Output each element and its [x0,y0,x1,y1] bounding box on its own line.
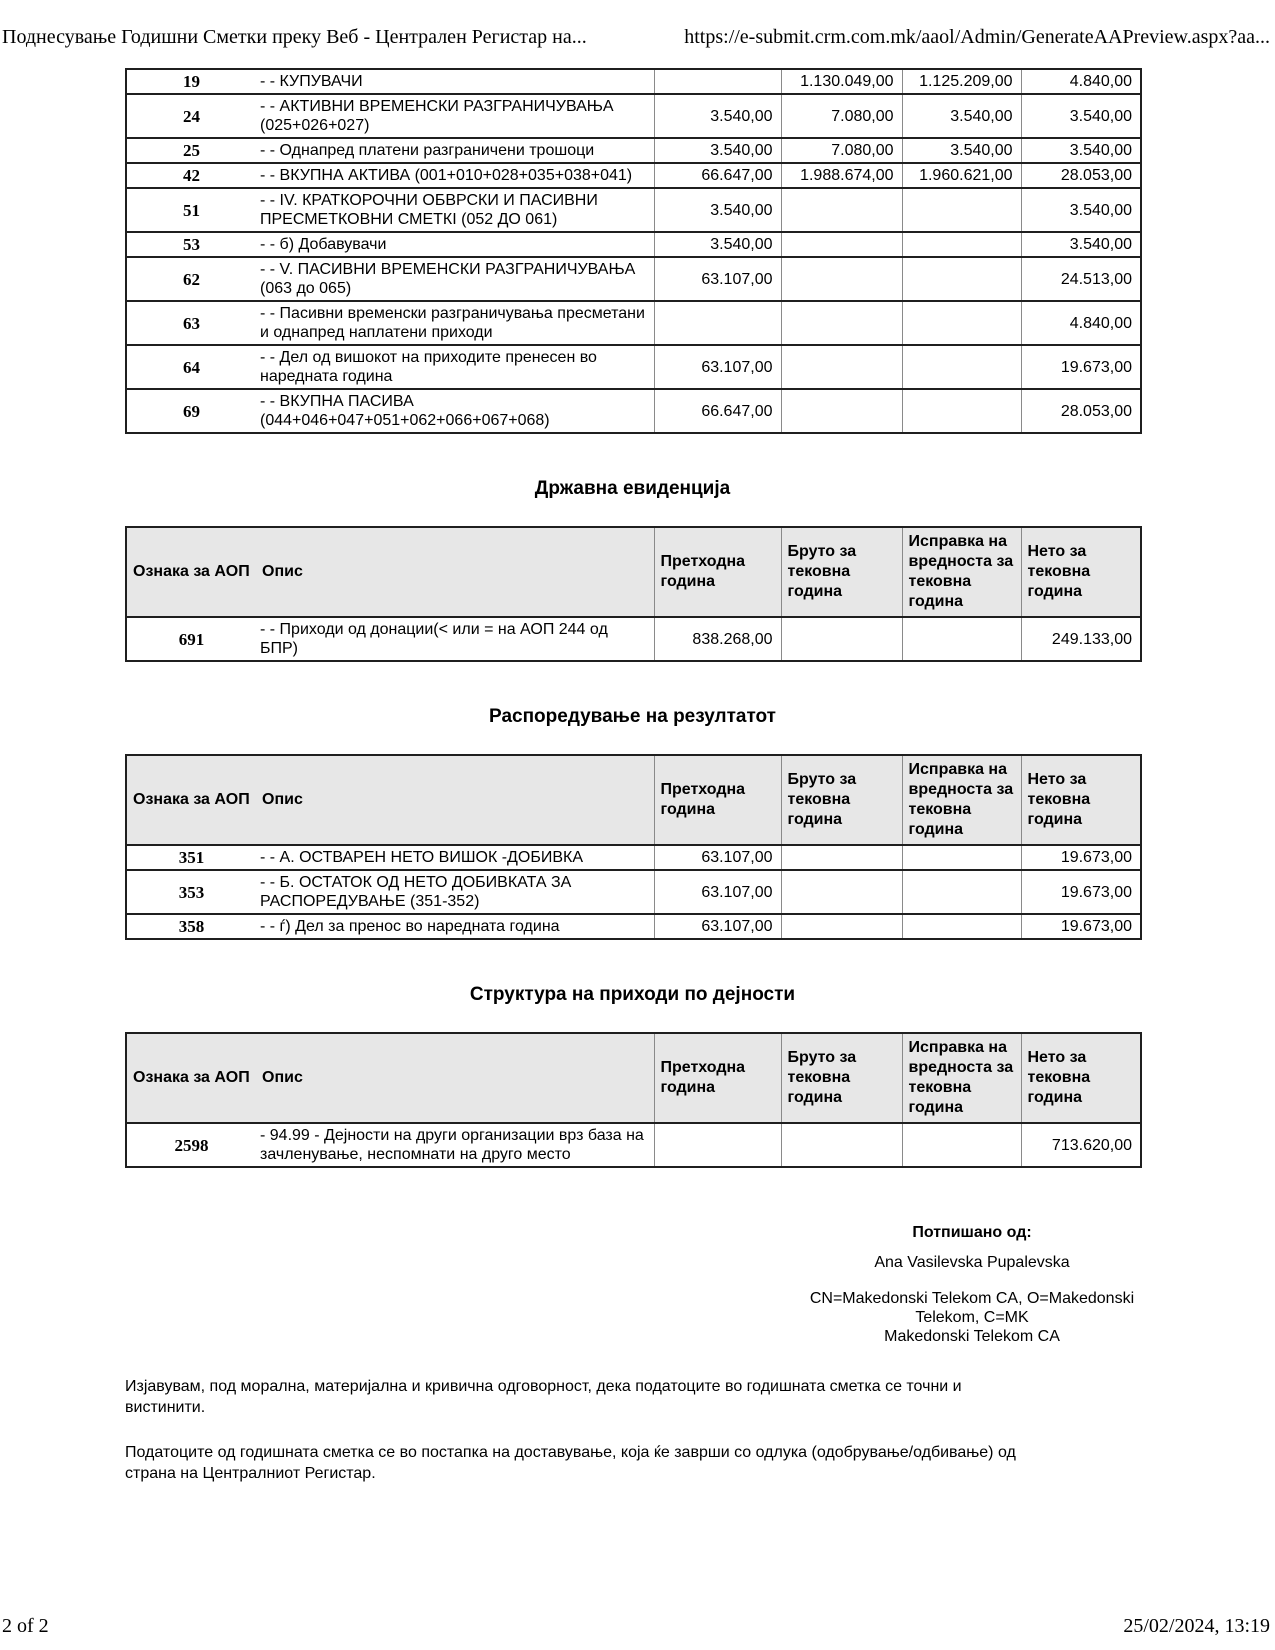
correction-value: 1.960.621,00 [902,163,1021,188]
section-title-state-records: Државна евиденција [534,478,731,499]
correction-value: 3.540,00 [902,138,1021,163]
gross-value [781,870,902,914]
table-row [126,617,1141,661]
column-header-correction: Исправка на вредноста за тековна година [902,755,1021,845]
prev-year-value: 3.540,00 [654,138,781,163]
gross-value [781,389,902,433]
table-row [126,845,1141,870]
aop-code: 69 [183,401,200,421]
row-description: - - V. ПАСИВНИ ВРЕМЕНСКИ РАЗГРАНИЧУВАЊА (063 до 065) [260,261,636,297]
row-description: - - Б. ОСТАТОК ОД НЕТО ДОБИВКАТА ЗА РАСПОРЕДУВАЊЕ (351-352) [260,874,572,910]
prev-year-value: 66.647,00 [654,163,781,188]
net-value: 713.620,00 [1021,1123,1141,1167]
print-footer [2,1615,1270,1638]
column-header-correction: Исправка на вредноста за тековна година [902,1033,1021,1123]
column-header-net: Нето за тековна година [1021,1033,1141,1123]
row-description: - - КУПУВАЧИ [260,73,363,90]
net-value: 28.053,00 [1021,389,1141,433]
row-description: - - Дел од вишокот на приходите пренесен во наредната година [260,349,597,385]
row-description: - - Пасивни временски разграничувања пресметани и однапред наплатени приходи [260,305,645,341]
correction-value [902,617,1021,661]
correction-value [902,389,1021,433]
aop-code: 358 [178,917,205,936]
document-content [125,0,1140,1484]
gross-value [781,257,902,301]
net-value: 3.540,00 [1021,232,1141,257]
state-records-table [125,526,1142,662]
column-header-net: Нето за тековна година [1021,755,1141,845]
submission-status-statement: Податоците од годишната сметка се во постапка на доставување, која ќе заврши со одлука (одобрување/одбивање) од страна на Централниот Регистар. [125,1444,1016,1482]
net-value: 19.673,00 [1021,914,1141,939]
column-header-description: Опис [256,1033,654,1123]
column-header-prev-year: Претходна година [654,755,781,845]
aop-code: 53 [183,235,200,254]
table-header-row [126,527,1141,617]
table-row [126,69,1141,94]
net-value: 3.540,00 [1021,188,1141,232]
gross-value [781,1123,902,1167]
aop-code: 351 [178,848,205,867]
prev-year-value: 838.268,00 [654,617,781,661]
correction-value [902,257,1021,301]
aop-code: 19 [183,72,200,91]
gross-value [781,345,902,389]
net-value: 3.540,00 [1021,138,1141,163]
net-value: 19.673,00 [1021,345,1141,389]
print-datetime: 25/02/2024, 13:19 [1123,1615,1270,1637]
net-value: 24.513,00 [1021,257,1141,301]
gross-value [781,617,902,661]
aop-code: 353 [178,882,205,902]
aop-code: 62 [183,269,200,289]
net-value: 249.133,00 [1021,617,1141,661]
table-header-row [126,1033,1141,1123]
row-description: - - б) Добавувачи [260,236,387,253]
prev-year-value: 63.107,00 [654,845,781,870]
correction-value: 1.125.209,00 [902,69,1021,94]
row-description: - - ВКУПНА АКТИВА (001+010+028+035+038+041) [260,167,633,184]
result-allocation-table [125,754,1142,940]
table-row [126,914,1141,939]
aop-code: 64 [183,357,200,377]
prev-year-value [654,69,781,94]
gross-value [781,188,902,232]
gross-value [781,914,902,939]
gross-value: 1.988.674,00 [781,163,902,188]
signed-by-label: Потпишано од: [912,1224,1032,1241]
aop-code: 51 [183,200,200,220]
correction-value [902,188,1021,232]
certificate-subject: CN=Makedonski Telekom CA, O=Makedonski Telekom, C=MK [809,1290,1135,1326]
gross-value: 7.080,00 [781,138,902,163]
income-structure-table [125,1032,1142,1168]
net-value: 3.540,00 [1021,94,1141,138]
table-row [126,94,1141,138]
correction-value [902,345,1021,389]
net-value: 4.840,00 [1021,69,1141,94]
correction-value [902,870,1021,914]
prev-year-value: 63.107,00 [654,345,781,389]
aop-code: 24 [183,106,200,126]
column-header-prev-year: Претходна година [654,527,781,617]
signer-name: Ana Vasilevska Pupalevska [874,1254,1070,1271]
column-header-gross: Бруто за тековна година [781,527,902,617]
table-header-row [126,755,1141,845]
prev-year-value: 3.540,00 [654,188,781,232]
column-header-correction: Исправка на вредноста за тековна година [902,527,1021,617]
table-row [126,301,1141,345]
prev-year-value: 63.107,00 [654,914,781,939]
declaration-statement: Изјавувам, под морална, материјална и кривична одговорност, дека податоците во годишната сметка се точни и вистинити. [125,1378,962,1416]
row-description: - - Однапред платени разграничени трошоци [260,142,595,159]
prev-year-value: 63.107,00 [654,257,781,301]
column-header-prev-year: Претходна година [654,1033,781,1123]
net-value: 19.673,00 [1021,870,1141,914]
correction-value [902,301,1021,345]
net-value: 4.840,00 [1021,301,1141,345]
row-description: - - АКТИВНИ ВРЕМЕНСКИ РАЗГРАНИЧУВАЊА (025+026+027) [260,98,614,134]
print-header-title: Поднесување Годишни Сметки преку Веб - Централен Регистар на... [2,26,587,48]
correction-value: 3.540,00 [902,94,1021,138]
net-value: 19.673,00 [1021,845,1141,870]
aop-code: 25 [183,141,200,160]
correction-value [902,845,1021,870]
table-row [126,188,1141,232]
prev-year-value: 63.107,00 [654,870,781,914]
gross-value [781,845,902,870]
column-header-gross: Бруто за тековна година [781,1033,902,1123]
page-number: 2 of 2 [2,1615,49,1637]
table-row [126,232,1141,257]
aop-code: 42 [183,166,200,185]
table-row [126,870,1141,914]
row-description: - - А. ОСТВАРЕН НЕТО ВИШОК -ДОБИВКА [260,849,583,866]
column-header-description: Опис [256,527,654,617]
gross-value: 7.080,00 [781,94,902,138]
correction-value [902,914,1021,939]
table-row [126,257,1141,301]
aop-code: 691 [178,629,205,649]
row-description: - - IV. КРАТКОРОЧНИ ОБВРСКИ И ПАСИВНИ ПРЕСМЕТКОВНИ СМЕТКI (052 ДО 061) [260,192,598,228]
balance-sheet-table [125,68,1142,434]
certificate-issuer: Makedonski Telekom CA [884,1328,1060,1345]
gross-value [781,232,902,257]
column-header-gross: Бруто за тековна година [781,755,902,845]
table-row [126,163,1141,188]
prev-year-value: 3.540,00 [654,94,781,138]
section-title-result-allocation: Распоредување на резултатот [489,706,776,727]
gross-value [781,301,902,345]
column-header-aop: Ознака за АОП [126,755,256,845]
column-header-description: Опис [256,755,654,845]
correction-value [902,232,1021,257]
table-row [126,1123,1141,1167]
prev-year-value [654,1123,781,1167]
row-description: - - ѓ) Дел за пренос во наредната година [260,918,560,935]
aop-code: 2598 [174,1135,209,1155]
prev-year-value: 66.647,00 [654,389,781,433]
net-value: 28.053,00 [1021,163,1141,188]
table-row [126,345,1141,389]
column-header-net: Нето за тековна година [1021,527,1141,617]
table-row [126,389,1141,433]
row-description: - 94.99 - Дејности на други организации врз база на зачленување, неспомнати на друго место [260,1127,644,1163]
prev-year-value: 3.540,00 [654,232,781,257]
row-description: - - Приходи од донации(< или = на АОП 244 од БПР) [260,621,608,657]
column-header-aop: Ознака за АОП [126,1033,256,1123]
column-header-aop: Ознака за АОП [126,527,256,617]
prev-year-value [654,301,781,345]
aop-code: 63 [183,313,200,333]
print-header-url: https://e-submit.crm.com.mk/aaol/Admin/GenerateAAPreview.aspx?aa... [684,26,1270,48]
correction-value [902,1123,1021,1167]
signature-block [807,1223,1137,1346]
table-row [126,138,1141,163]
row-description: - - ВКУПНА ПАСИВА (044+046+047+051+062+066+067+068) [260,393,550,429]
gross-value: 1.130.049,00 [781,69,902,94]
section-title-income-structure: Структура на приходи по дејности [469,984,796,1005]
